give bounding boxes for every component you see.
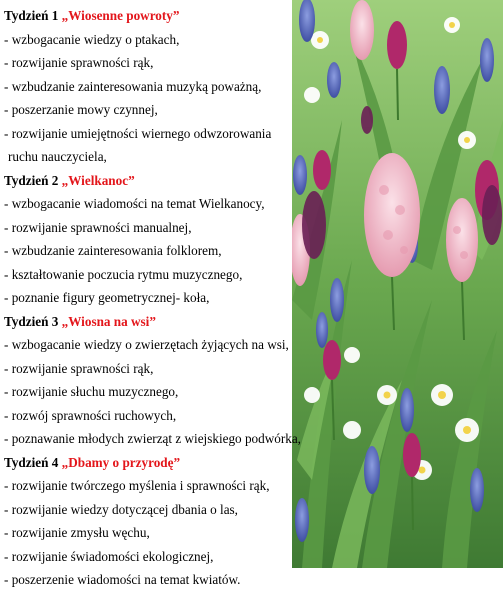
list-item: - poznawanie młodych zwierząt z wiejskiego podwórka, xyxy=(4,431,301,446)
week-1-theme: „Wiosenne powroty” xyxy=(61,8,180,23)
week-4-theme: „Dbamy o przyrodę” xyxy=(61,454,181,470)
week-3-label: Tydzień 3 xyxy=(4,313,59,329)
list-item: - rozwijanie sprawności rąk, xyxy=(4,360,154,376)
list-item: - wzbudzanie zainteresowania muzyką poważną, xyxy=(4,78,262,94)
week-2-label: Tydzień 2 xyxy=(4,172,59,188)
week-3-heading xyxy=(4,310,304,334)
list-item: - kształtowanie poczucia rytmu muzycznego, xyxy=(4,266,243,282)
weekly-plan xyxy=(4,4,304,592)
week-2-heading xyxy=(4,169,304,193)
week-1-heading xyxy=(4,4,304,28)
week-4-label: Tydzień 4 xyxy=(4,454,59,470)
list-item: - rozwijanie zmysłu węchu, xyxy=(4,525,150,540)
list-item: - wzbudzanie zainteresowania folklorem, xyxy=(4,243,222,258)
list-item: - poszerzanie mowy czynnej, xyxy=(4,102,158,117)
list-item: - wzbogacanie wiedzy o zwierzętach żyjących na wsi, xyxy=(4,337,289,352)
list-item: - rozwijanie wiedzy dotyczącej dbania o las, xyxy=(4,501,238,517)
list-item: ruchu nauczyciela, xyxy=(8,149,107,164)
list-item: - rozwój sprawności ruchowych, xyxy=(4,407,177,423)
week-3-theme: „Wiosna na wsi” xyxy=(61,313,156,329)
list-item: - rozwijanie świadomości ekologicznej, xyxy=(4,548,214,564)
list-item: - rozwijanie sprawności rąk, xyxy=(4,55,154,70)
list-item: - poszerzenie wiadomości na temat kwiatów. xyxy=(4,572,241,587)
list-item: - rozwijanie słuchu muzycznego, xyxy=(4,384,179,399)
spring-flowers-image xyxy=(292,0,503,568)
list-item: - rozwijanie sprawności manualnej, xyxy=(4,219,192,235)
week-4-heading xyxy=(4,451,304,475)
list-item: - rozwijanie twórczego myślenia i sprawności rąk, xyxy=(4,478,270,493)
list-item: - wzbogacanie wiadomości na temat Wielkanocy, xyxy=(4,196,265,211)
list-item: - poznanie figury geometrycznej- koła, xyxy=(4,290,210,305)
week-2-theme: „Wielkanoc” xyxy=(61,172,135,188)
week-1-label: Tydzień 1 xyxy=(4,8,59,23)
list-item: - rozwijanie umiejętności wiernego odwzorowania xyxy=(4,125,272,141)
list-item: - wzbogacanie wiedzy o ptakach, xyxy=(4,31,180,47)
